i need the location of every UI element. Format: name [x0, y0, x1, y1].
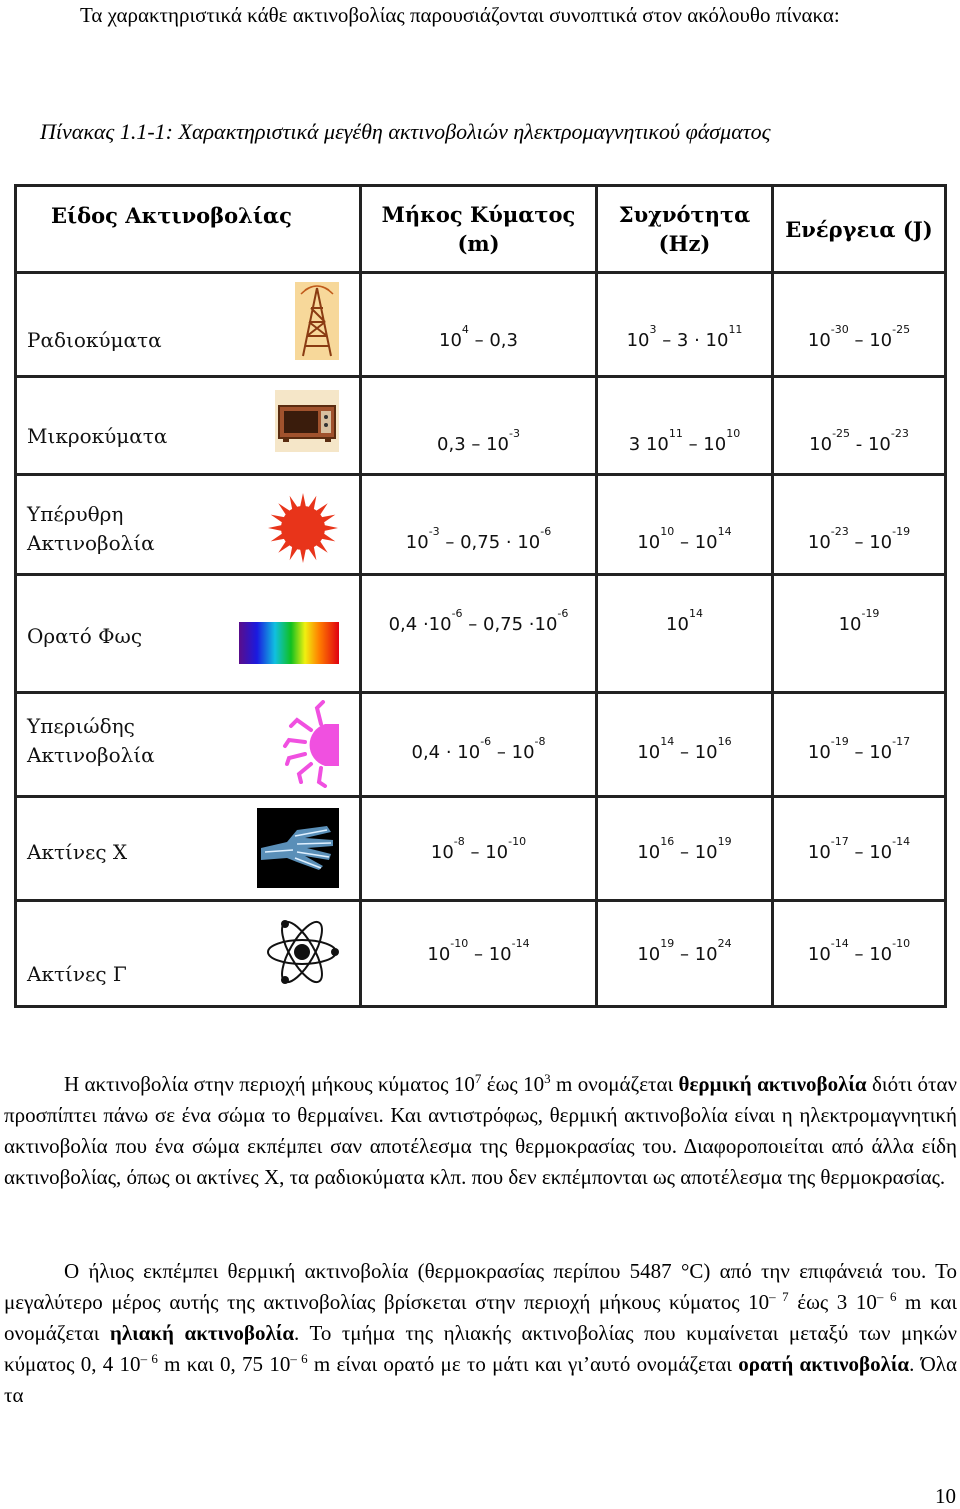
- radiation-table: [14, 184, 947, 1008]
- atom-icon: [265, 912, 339, 997]
- radiation-type-cell: [16, 693, 361, 797]
- intro-paragraph: Τα χαρακτηριστικά κάθε ακτινοβολίας παρουσιάζονται συνοπτικά στον ακόλουθο πίνακα:: [80, 3, 840, 27]
- table-caption: Πίνακας 1.1-1: Χαρακτηριστικά μεγέθη ακτινοβολιών ηλεκτρομαγνητικού φάσματος: [40, 119, 771, 144]
- radiation-type-cell: [16, 273, 361, 377]
- table-row: [16, 901, 946, 1007]
- wavelength-cell: $10^{-3} - 0,75 \cdot 10^{-6}$: [361, 475, 597, 575]
- radiation-type-cell: [16, 901, 361, 1007]
- table-row: [16, 797, 946, 901]
- table-row: [16, 475, 946, 575]
- table-row: [16, 377, 946, 475]
- wavelength-cell: $0,4 \cdot 10^{-6} - 0,75 \cdot 10^{-6}$: [361, 575, 597, 693]
- spectrum-icon: [239, 622, 339, 669]
- energy-cell: $10^{-25} - 10^{-23}$: [773, 377, 946, 475]
- energy-cell: $10^{-19}$: [773, 575, 946, 693]
- table-header-row: [16, 186, 946, 273]
- microwave-oven-icon: [275, 390, 339, 457]
- frequency-cell: $10^3 - 3 \cdot 10^{11}$: [597, 273, 773, 377]
- radiation-type-cell: [16, 475, 361, 575]
- frequency-cell: $10^{19} - 10^{24}$: [597, 901, 773, 1007]
- radiation-type-name: Υπέρυθρη Ακτινοβολία: [27, 502, 155, 555]
- frequency-cell: $10^{10} - 10^{14}$: [597, 475, 773, 575]
- header-type: Είδος Ακτινοβολίας: [16, 186, 361, 273]
- wavelength-cell: $10^4 - 0,3$: [361, 273, 597, 377]
- radiation-type-name: Ακτίνες Γ: [27, 962, 127, 986]
- energy-cell: $10^{-23} - 10^{-19}$: [773, 475, 946, 575]
- frequency-cell: $10^{14} - 10^{16}$: [597, 693, 773, 797]
- wavelength-cell: $10^{-8} - 10^{-10}$: [361, 797, 597, 901]
- energy-cell: $10^{-19} - 10^{-17}$: [773, 693, 946, 797]
- term-visible-radiation: ορατή ακτινοβολία: [738, 1352, 910, 1376]
- radiation-type-cell: [16, 575, 361, 693]
- radiation-type-name: Ραδιοκύματα: [27, 328, 162, 352]
- page-number: 10: [935, 1484, 956, 1508]
- xray-hand-icon: [257, 808, 339, 893]
- header-energy: Ενέργεια (J): [773, 186, 946, 273]
- sun-icon: [267, 492, 339, 569]
- wavelength-cell: $10^{-10} - 10^{-14}$: [361, 901, 597, 1007]
- radiation-type-name: Ορατό Φως: [27, 624, 143, 648]
- table-row: [16, 693, 946, 797]
- radiation-type-cell: [16, 377, 361, 475]
- energy-cell: $10^{-17} - 10^{-14}$: [773, 797, 946, 901]
- energy-cell: $10^{-14} - 10^{-10}$: [773, 901, 946, 1007]
- uv-sun-icon: [281, 700, 339, 793]
- energy-cell: $10^{-30} - 10^{-25}$: [773, 273, 946, 377]
- solar-radiation-paragraph: Ο ήλιος εκπέμπει θερμική ακτινοβολία (θερμοκρασίας περίπου 5487 °C) από την επιφάνειά του. Το μεγαλύτερο μέρος αυτής της ακτινοβολίας βρίσκεται στην περιοχή μήκους κύματος $10^{- 7}$ έως 3 $10^{- 6}$ m και ονομάζεται ηλιακή ακτινοβολία. Το τμήμα της ηλιακής ακτινοβολίας που κυμαίνεται μεταξύ των μηκών κύματος 0, 4 $10^{- 6}$ m και 0, 75 $10^{- 6}$ m είναι ορατό με το μάτι και γι’αυτό ονομάζεται ορατή ακτινοβολία. Όλα τα: [4, 1259, 957, 1407]
- wavelength-cell: $0,4 \cdot 10^{-6} - 10^{-8}$: [361, 693, 597, 797]
- frequency-cell: 3 $10^{11} - 10^{10}$: [597, 377, 773, 475]
- header-wavelength: Μήκος Κύματος (m): [361, 186, 597, 273]
- table-row: [16, 273, 946, 377]
- frequency-cell: $10^{16} - 10^{19}$: [597, 797, 773, 901]
- thermal-radiation-paragraph: Η ακτινοβολία στην περιοχή μήκους κύματος $10^7$ έως $10^3$ m ονομάζεται θερμική ακτινοβολία διότι όταν προσπίπτει πάνω σε ένα σώμα το θερμαίνει. Και αντιστρόφως, θερμική ακτινοβολία είναι η ηλεκτρομαγνητική ακτινοβολία που ένα σώμα εκπέμπει σαν αποτέλεσμα της θερμοκρασίας του. Διαφοροποιείται από άλλα είδη ακτινοβολίας, όπως οι ακτίνες Χ, τα ραδιοκύματα κλπ. που δεν εκπέμπονται ως αποτέλεσμα της θερμοκρασίας.: [4, 1071, 957, 1189]
- radiation-type-name: Υπεριώδης Ακτινοβολία: [27, 714, 155, 767]
- term-thermal-radiation: θερμική ακτινοβολία: [678, 1072, 867, 1096]
- radiation-type-cell: [16, 797, 361, 901]
- header-frequency: Συχνότητα (Hz): [597, 186, 773, 273]
- wavelength-cell: $0,3 - 10^{-3}$: [361, 377, 597, 475]
- radiation-type-name: Ακτίνες Χ: [27, 840, 128, 864]
- radiation-type-name: Μικροκύματα: [27, 424, 168, 448]
- term-solar-radiation: ηλιακή ακτινοβολία: [109, 1321, 295, 1345]
- table-row: [16, 575, 946, 693]
- frequency-cell: $10^{14}$: [597, 575, 773, 693]
- radio-tower-icon: [295, 282, 339, 365]
